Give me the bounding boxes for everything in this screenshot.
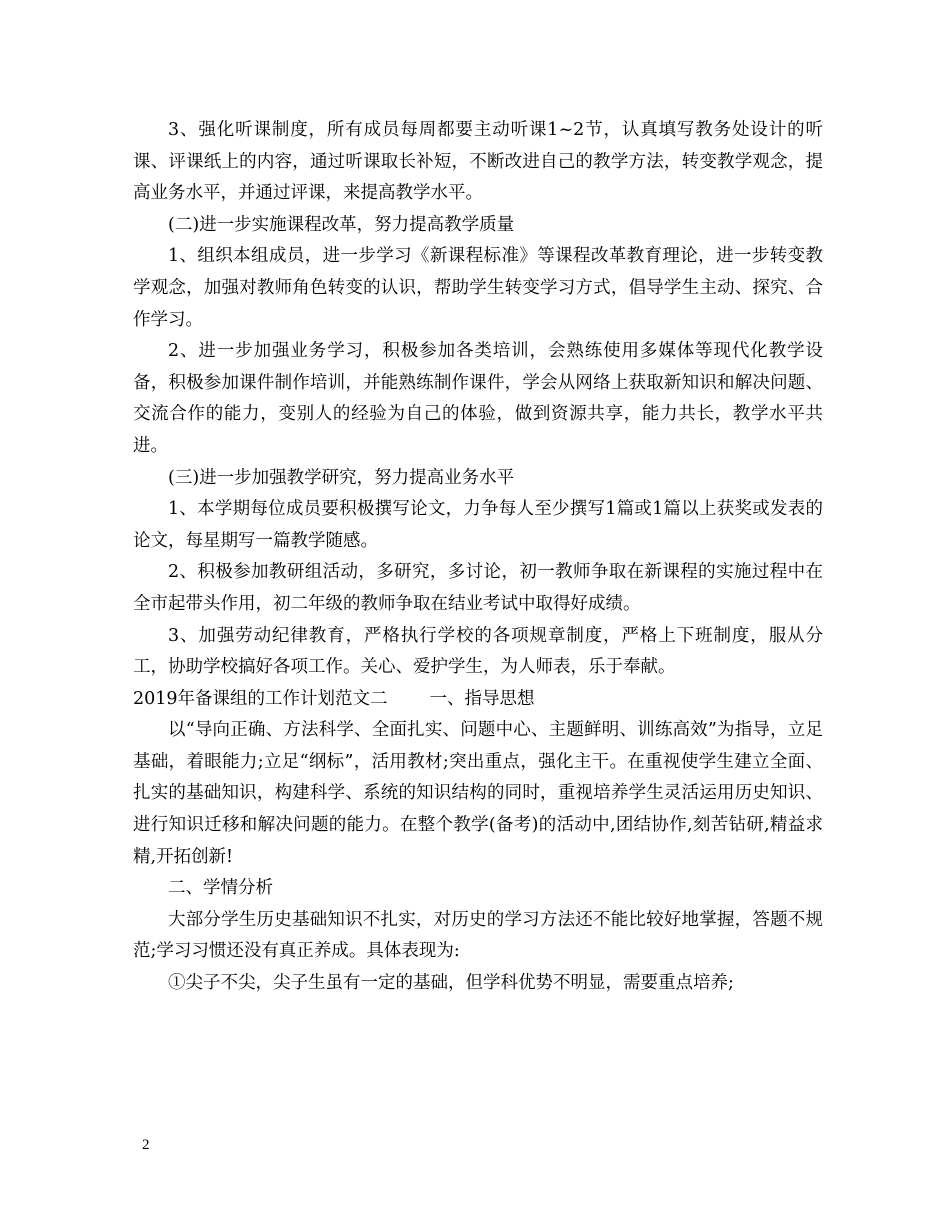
paragraph: 1、本学期每位成员要积极撰写论文，力争每人至少撰写1篇或1篇以上获奖或发表的论文，每星期写一篇教学随感。 <box>133 499 823 551</box>
paragraph: 大部分学生历史基础知识不扎实，对历史的学习方法还不能比较好地掌握，答题不规范;学习习惯还没有真正养成。具体表现为: <box>133 909 823 962</box>
section-subtitle: 一、指导思想 <box>429 688 535 709</box>
paragraph: 以“导向正确、方法科学、全面扎实、问题中心、主题鲜明、训练高效”为指导，立足基础，着眼能力;立足“纲标”，活用教材;突出重点，强化主干。在重视使学生建立全面、扎实的基础知识，构建科学、系统的知识结构的同时，重视培养学生灵活运用历史知识、进行知识迁移和解决问题的能力。在整个教学(备考)的活动中,团结协作,刻苦钻研,精益求精,开拓创新! <box>133 720 823 867</box>
paragraph: ①尖子不尖，尖子生虽有一定的基础，但学科优势不明显，需要重点培养; <box>168 973 734 994</box>
paragraph: 3、加强劳动纪律教育，严格执行学校的各项规章制度，严格上下班制度，服从分工，协助学校搞好各项工作。关心、爱护学生，为人师表，乐于奉献。 <box>133 625 823 678</box>
section-title: 2019年备课组的工作计划范文二 <box>133 688 388 709</box>
section-heading <box>133 684 823 716</box>
page-number: 2 <box>142 1137 150 1153</box>
subheading: (三)进一步加强教学研究，努力提高业务水平 <box>168 467 515 488</box>
subheading: 二、学情分析 <box>168 878 273 899</box>
paragraph: 2、进一步加强业务学习，积极参加各类培训，会熟练使用多媒体等现代化教学设备，积极参加课件制作培训，并能熟练制作课件，学会从网络上获取新知识和解决问题、交流合作的能力，变别人的经验为自己的体验，做到资源共享，能力共长，教学水平共进。 <box>133 341 823 456</box>
paragraph: 2、积极参加教研组活动，多研究，多讨论，初一教师争取在新课程的实施过程中在全市起带头作用，初二年级的教师争取在结业考试中取得好成绩。 <box>133 562 823 614</box>
document-body <box>133 115 823 1000</box>
paragraph: 3、强化听课制度，所有成员每周都要主动听课1~2节，认真填写教务处设计的听课、评课纸上的内容，通过听课取长补短，不断改进自己的教学方法，转变教学观念，提高业务水平，并通过评课，来提高教学水平。 <box>133 120 823 204</box>
subheading: (二)进一步实施课程改革，努力提高教学质量 <box>168 214 515 235</box>
paragraph: 1、组织本组成员，进一步学习《新课程标准》等课程改革教育理论，进一步转变教学观念，加强对教师角色转变的认识，帮助学生转变学习方式，倡导学生主动、探究、合作学习。 <box>133 246 823 330</box>
